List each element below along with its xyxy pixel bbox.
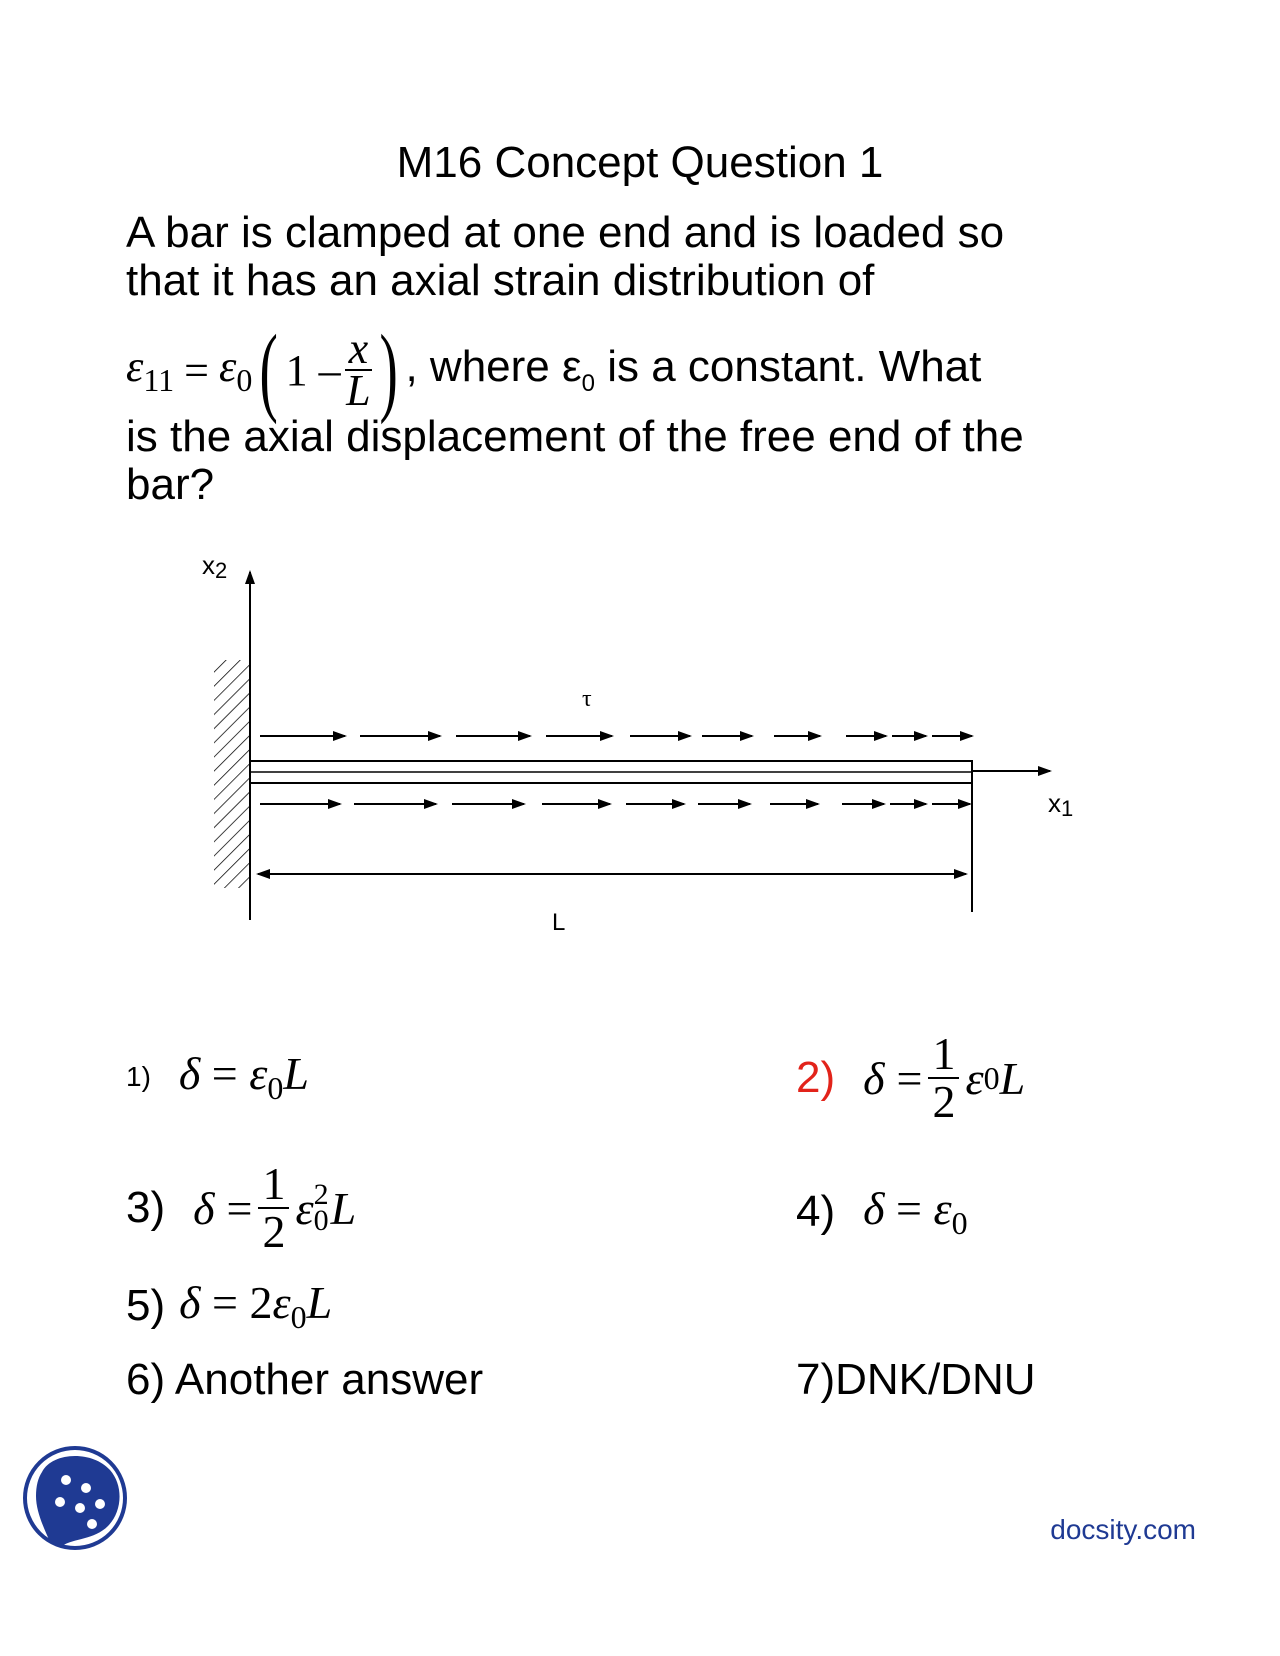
choice-3-label: 3)	[126, 1183, 166, 1232]
eq-fraction	[345, 324, 373, 415]
eq-lhs: $\varepsilon_{11}$	[126, 342, 175, 398]
eq-equals: =	[184, 345, 209, 395]
question-line-1: A bar is clamped at one end and is loaded so	[126, 208, 1005, 257]
choice-5[interactable]	[126, 1278, 332, 1334]
bar-diagram	[190, 540, 1090, 960]
choice-2-label: 2)	[796, 1053, 836, 1102]
choice-6[interactable]: 6) Another answer	[126, 1355, 484, 1404]
question-line-4: is the axial displacement of the free end of the	[126, 412, 1024, 461]
right-paren: )	[379, 314, 398, 425]
wall-hatch	[214, 660, 250, 888]
left-paren: (	[259, 314, 279, 425]
choice-4-formula: $\delta = \varepsilon_0$	[863, 1183, 968, 1241]
tau-label: τ	[582, 686, 592, 712]
eq-eps0: $\varepsilon_0$	[218, 342, 253, 398]
x2-label: x2	[202, 550, 228, 583]
x1-label: x1	[1048, 788, 1074, 821]
question-line-2: that it has an axial strain distribution of	[126, 256, 875, 305]
choice-1-formula: $\delta = \varepsilon_0L$	[178, 1048, 309, 1106]
choice-4[interactable]	[796, 1184, 968, 1240]
eq-denominator: L	[346, 366, 371, 415]
eq-one-minus: 1 –	[285, 345, 341, 395]
docsity-link[interactable]: docsity.com	[1050, 1514, 1196, 1545]
choice-5-formula: $\delta = 2\varepsilon_0L$	[179, 1277, 333, 1335]
choice-2-formula: δ = $\frac{1}{2}$ ε 0 L	[863, 1028, 1026, 1127]
choice-2[interactable]	[796, 1026, 1025, 1130]
question-line-5: bar?	[126, 460, 215, 509]
length-label: L	[552, 909, 566, 936]
choice-5-label: 5)	[126, 1281, 166, 1330]
strain-equation-line	[126, 314, 982, 425]
choice-1[interactable]	[126, 1048, 309, 1106]
choice-3-formula: δ = $\frac{1}{2}$ ε 2 0 L	[193, 1158, 357, 1257]
page-title: M16 Concept Question 1	[396, 138, 884, 187]
choice-4-label: 4)	[796, 1187, 836, 1236]
choice-3[interactable]	[126, 1156, 356, 1260]
choice-7[interactable]: 7)DNK/DNU	[796, 1355, 1036, 1404]
docsity-logo-icon[interactable]	[22, 1442, 132, 1554]
eq-trailing-text: , where $\varepsilon_0$ is a constant. What	[405, 342, 982, 397]
eq-numerator: x	[345, 329, 373, 371]
choice-1-label: 1)	[126, 1061, 151, 1092]
